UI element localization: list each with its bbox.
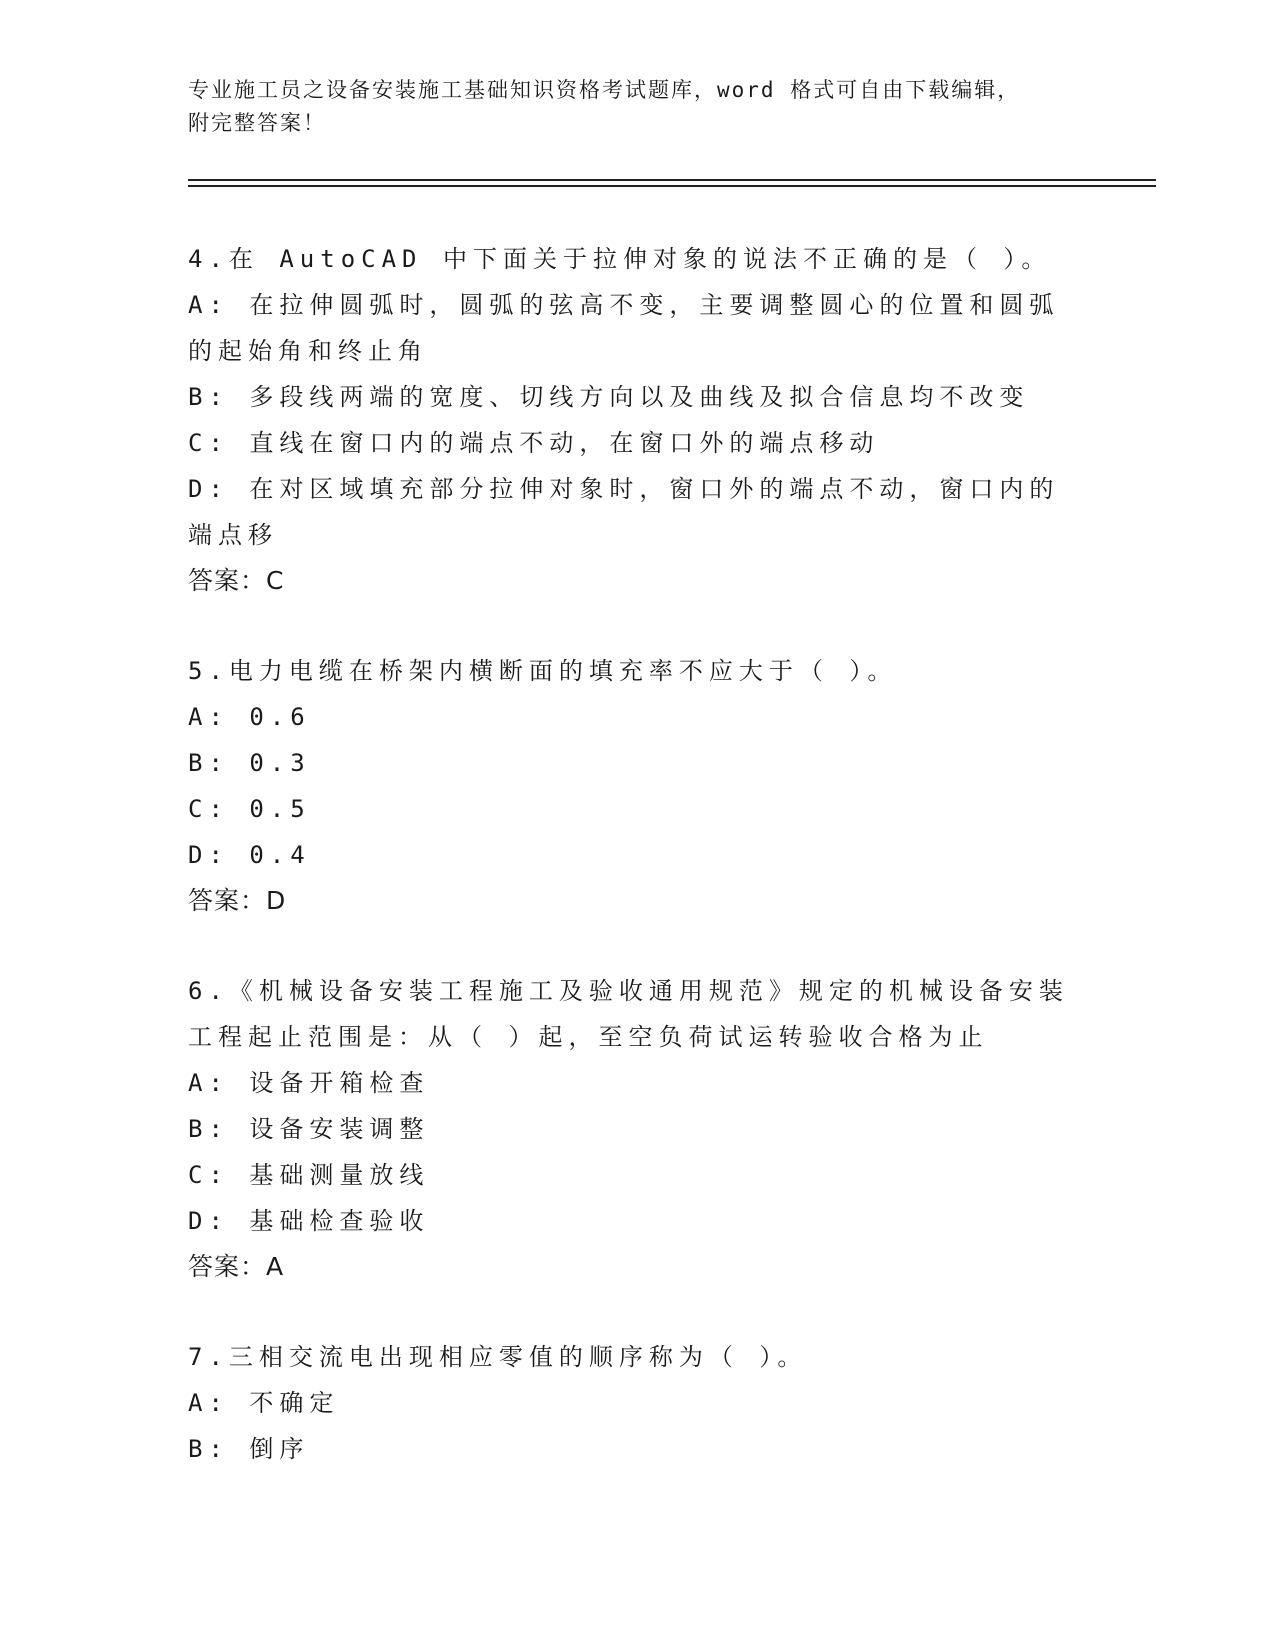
option-a: A: 不确定 <box>188 1389 340 1417</box>
answer-label: 答案：D <box>188 886 287 915</box>
answer-label: 答案：A <box>188 1252 285 1281</box>
option-b: B: 0.3 <box>188 749 311 777</box>
option-d: D: 0.4 <box>188 841 311 869</box>
question-4 <box>188 236 1088 604</box>
question-title: 7.三相交流电出现相应零值的顺序称为（ ）。 <box>188 1343 808 1371</box>
option-b: B: 设备安装调整 <box>188 1115 430 1143</box>
question-title: 5.电力电缆在桥架内横断面的填充率不应大于（ ）。 <box>188 657 898 685</box>
question-7 <box>188 1334 1088 1472</box>
option-d: D: 在对区域填充部分拉伸对象时，窗口外的端点不动，窗口内的端点移 <box>188 475 1060 549</box>
option-d: D: 基础检查验收 <box>188 1207 430 1235</box>
option-c: C: 基础测量放线 <box>188 1161 430 1189</box>
document-header <box>188 74 1088 140</box>
answer-label: 答案：C <box>188 566 285 595</box>
question-5 <box>188 648 1088 924</box>
option-c: C: 直线在窗口内的端点不动，在窗口外的端点移动 <box>188 429 880 457</box>
header-divider-top <box>188 179 1156 181</box>
header-line-2: 附完整答案！ <box>188 111 326 135</box>
option-b: B: 多段线两端的宽度、切线方向以及曲线及拟合信息均不改变 <box>188 383 1030 411</box>
question-6 <box>188 968 1088 1290</box>
option-c: C: 0.5 <box>188 795 311 823</box>
option-a: A: 设备开箱检查 <box>188 1069 430 1097</box>
option-a: A: 0.6 <box>188 703 311 731</box>
question-title: 6.《机械设备安装工程施工及验收通用规范》规定的机械设备安装工程起止范围是：从（ ）起，至空负荷试运转验收合格为止 <box>188 977 1069 1051</box>
option-b: B: 倒序 <box>188 1435 310 1463</box>
header-line-1: 专业施工员之设备安装施工基础知识资格考试题库，word 格式可自由下载编辑， <box>188 78 1021 102</box>
option-a: A: 在拉伸圆弧时，圆弧的弦高不变，主要调整圆心的位置和圆弧的起始角和终止角 <box>188 291 1060 365</box>
question-list <box>188 236 1088 1516</box>
header-divider-bottom <box>188 185 1156 187</box>
question-title: 4.在 AutoCAD 中下面关于拉伸对象的说法不正确的是（ ）。 <box>188 245 1052 273</box>
